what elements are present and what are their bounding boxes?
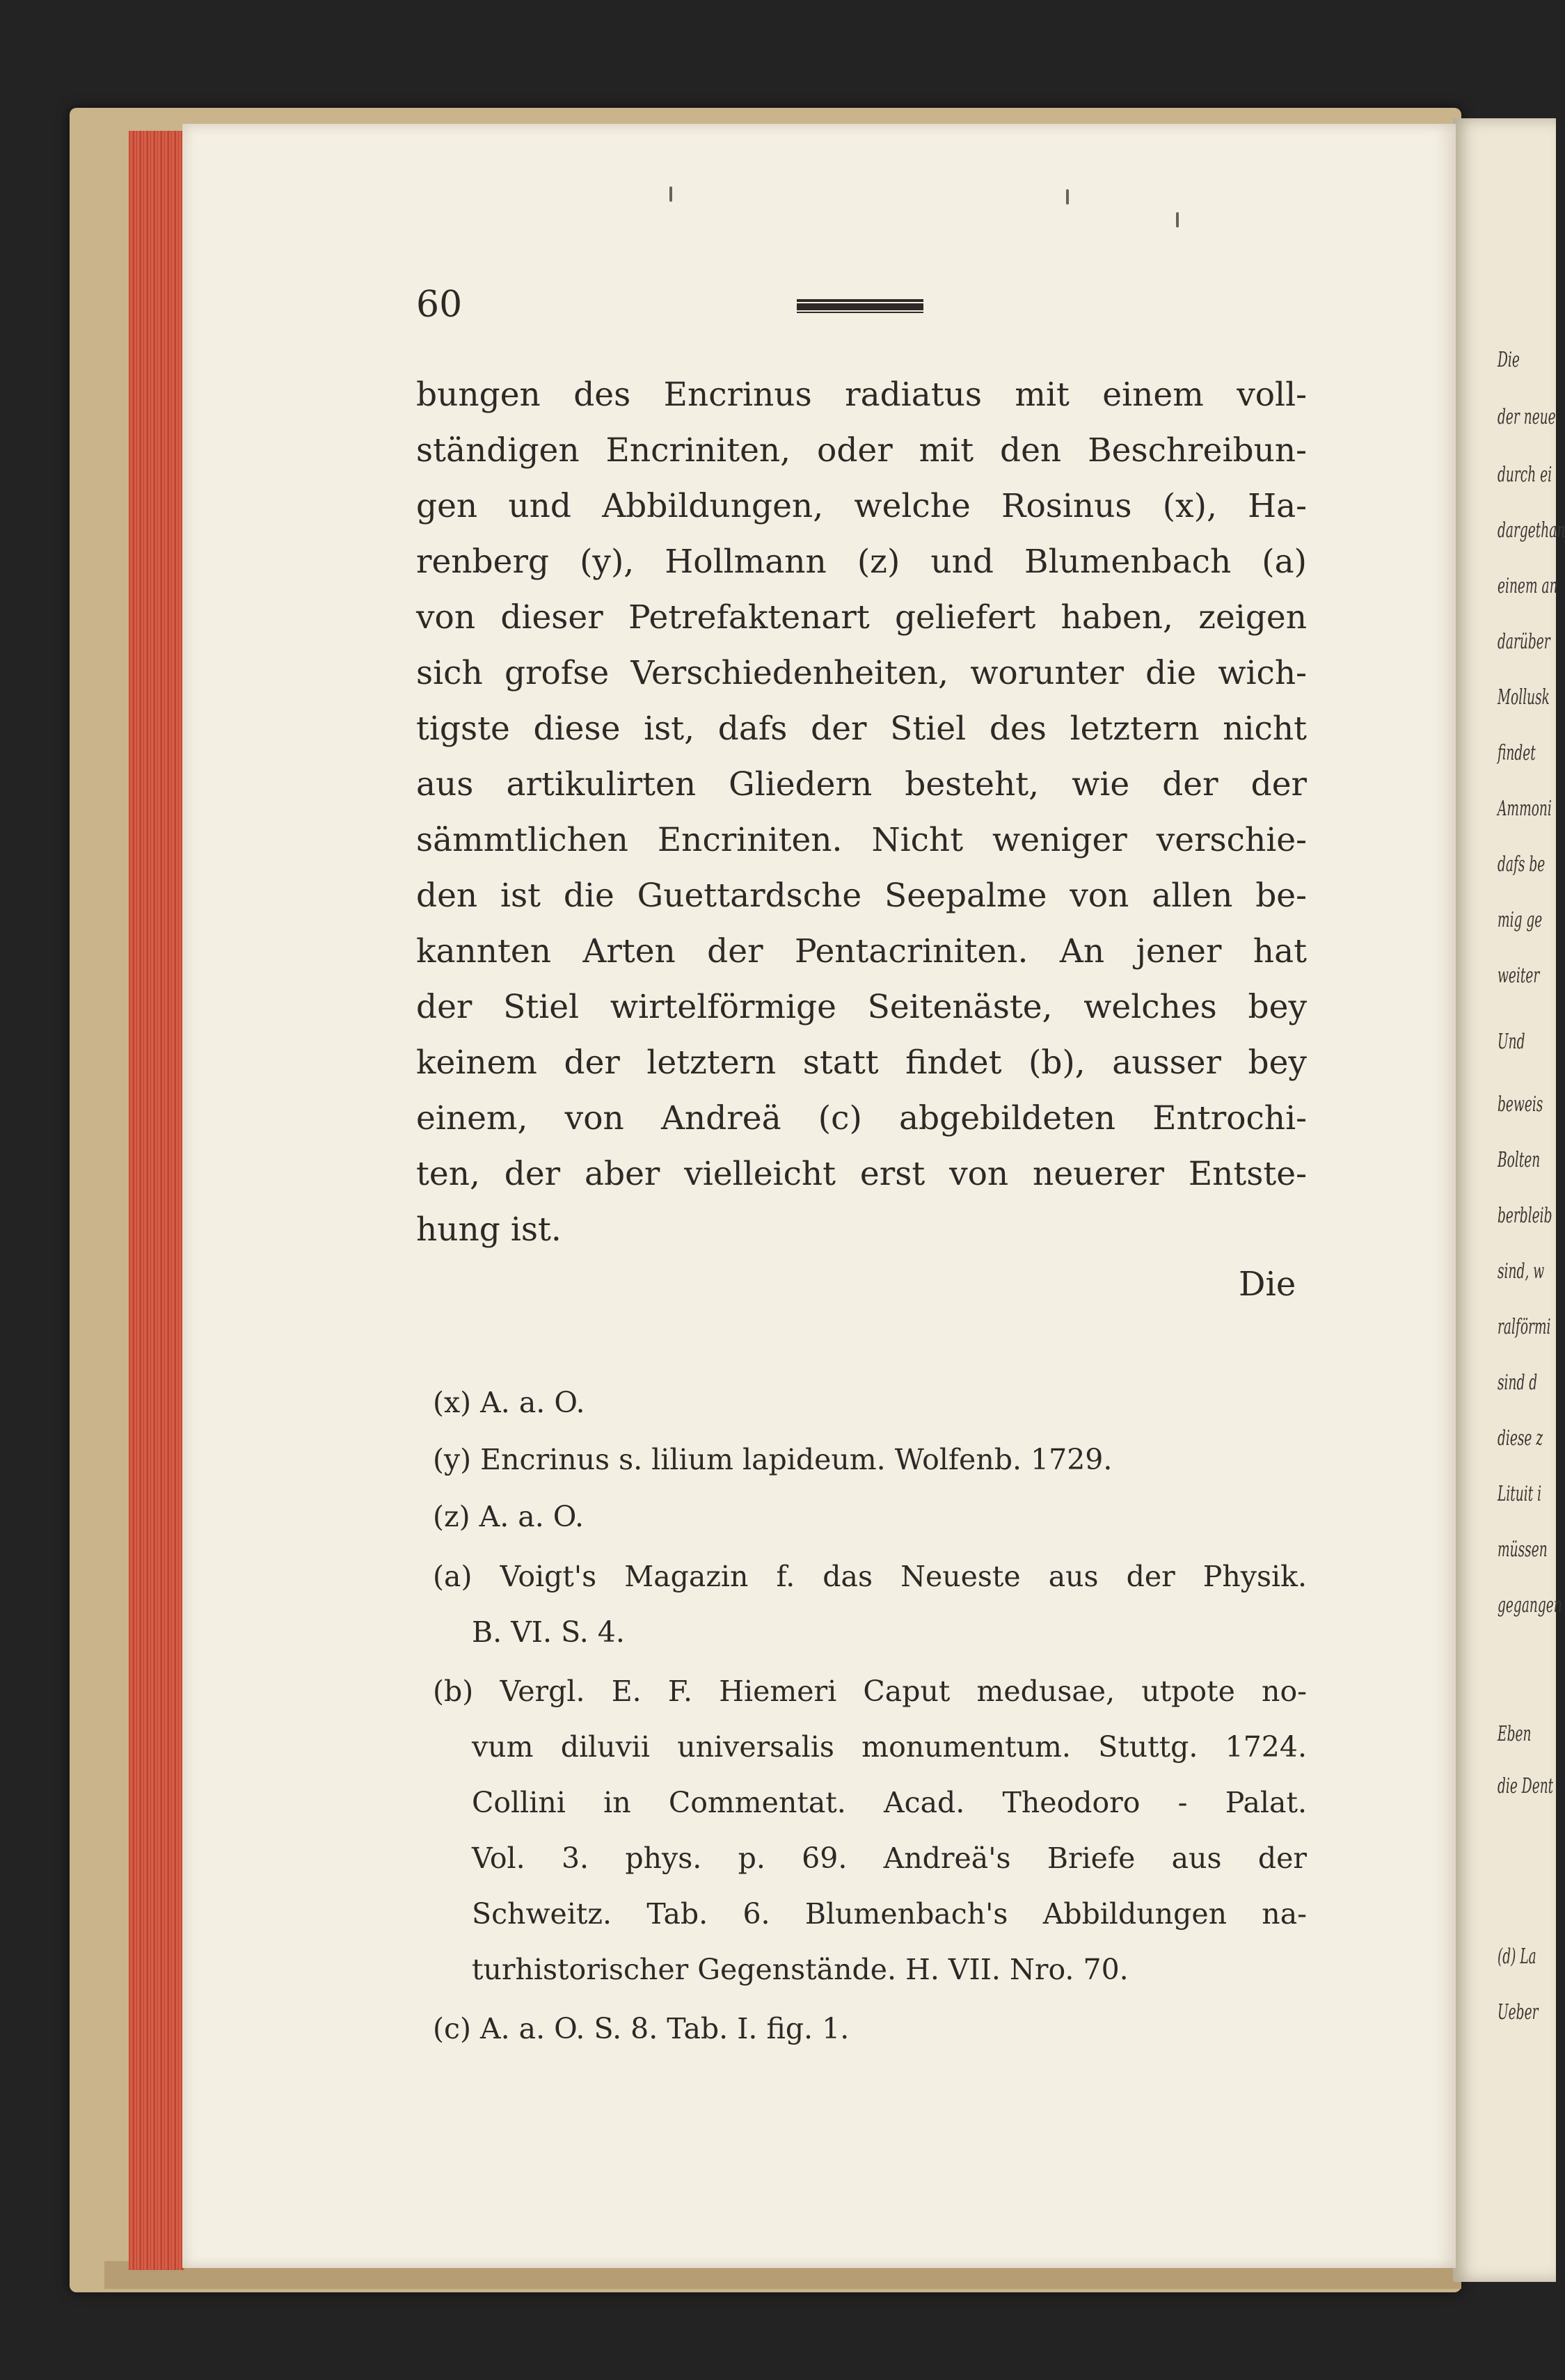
text-line: einem, von Andreä (c) abgebildeten Entrochi- [416, 1099, 1307, 1137]
facing-fragment: mig ge [1498, 908, 1543, 932]
text-line: ständigen Encriniten, oder mit den Beschreibun- [416, 431, 1307, 470]
facing-fragment: der neue [1498, 405, 1556, 429]
facing-fragment: darüber [1498, 630, 1550, 654]
footnote-z: (z) A. a. O. [433, 1500, 585, 1533]
text-line: gen und Abbildungen, welche Rosinus (x), Ha- [416, 487, 1307, 525]
facing-fragment: gegangen [1498, 1593, 1562, 1618]
text-line: den ist die Guettardsche Seepalme von allen be- [416, 877, 1307, 915]
text-line: bungen des Encrinus radiatus mit einem voll- [416, 376, 1307, 414]
facing-fragment: findet [1498, 741, 1536, 765]
text-line: der Stiel wirtelförmige Seitenäste, welches bey [416, 988, 1307, 1026]
facing-fragment: Und [1498, 1030, 1525, 1054]
facing-fragment: Lituit i [1498, 1482, 1542, 1506]
facing-fragment: einem an [1498, 574, 1558, 598]
footnote-b-cont: turhistorischer Gegenstände. H. VII. Nro. 70. [472, 1953, 1129, 1986]
footnote-b: (b) Vergl. E. F. Hiemeri Caput medusae, utpote no- [433, 1675, 1307, 1708]
facing-fragment: müssen [1498, 1538, 1548, 1562]
footnote-a: (a) Voigt's Magazin f. das Neueste aus der Physik. [433, 1560, 1307, 1593]
footnote-b-cont: Vol. 3. phys. p. 69. Andreä's Briefe aus der [472, 1842, 1307, 1875]
red-page-edges [129, 131, 184, 2270]
footnote-y: (y) Encrinus s. lilium lapideum. Wolfenb. 1729. [433, 1443, 1113, 1476]
footnote-b-cont: Schweitz. Tab. 6. Blumenbach's Abbildungen na- [472, 1897, 1307, 1931]
facing-fragment: beweis [1498, 1092, 1543, 1117]
text-line: renberg (y), Hollmann (z) und Blumenbach (a) [416, 543, 1307, 581]
facing-fragment: Ammoni [1498, 797, 1552, 821]
text-line: aus artikulirten Gliedern besteht, wie der der [416, 765, 1307, 804]
facing-fragment: dargethan [1498, 518, 1565, 543]
catchword: Die [1239, 1265, 1296, 1304]
facing-fragment: dafs be [1498, 852, 1546, 877]
footnote-c: (c) A. a. O. S. 8. Tab. I. fig. 1. [433, 2012, 850, 2045]
facing-fragment: Die [1498, 348, 1520, 372]
text-line: keinem der letztern statt findet (b), ausser bey [416, 1044, 1307, 1082]
footnote-b-cont: Collini in Commentat. Acad. Theodoro - Palat. [472, 1786, 1307, 1819]
text-line: von dieser Petrefaktenart geliefert haben, zeigen [416, 598, 1307, 637]
text-line: ten, der aber vielleicht erst von neuerer Entste- [416, 1155, 1307, 1193]
facing-fragment: Bolten [1498, 1148, 1541, 1172]
facing-fragment: die Dent [1498, 1774, 1554, 1798]
text-line: sich grofse Verschiedenheiten, worunter die wich- [416, 654, 1307, 692]
text-line: kannten Arten der Pentacriniten. An jener hat [416, 932, 1307, 971]
facing-fragment: sind, w [1498, 1259, 1545, 1284]
facing-fragment: (d) La [1498, 1944, 1536, 1969]
facing-fragment: weiter [1498, 964, 1540, 988]
header-ornament [797, 299, 923, 313]
facing-fragment: Eben [1498, 1722, 1532, 1746]
facing-fragment: durch ei [1498, 463, 1552, 487]
facing-fragment: sind d [1498, 1371, 1538, 1395]
facing-fragment: berbleib [1498, 1204, 1552, 1228]
text-line: tigste diese ist, dafs der Stiel des letztern nicht [416, 710, 1307, 748]
footnote-x: (x) A. a. O. [433, 1386, 585, 1419]
text-line: hung ist. [416, 1211, 562, 1249]
facing-fragment: diese z [1498, 1426, 1543, 1451]
footnote-b-cont: vum diluvii universalis monumentum. Stuttg. 1724. [472, 1730, 1307, 1764]
page-number: 60 [416, 284, 463, 326]
text-line: sämmtlichen Encriniten. Nicht weniger verschie- [416, 821, 1307, 859]
facing-fragment: ralförmi [1498, 1315, 1551, 1339]
facing-fragment: Ueber [1498, 2000, 1539, 2024]
facing-fragment: Mollusk [1498, 685, 1550, 710]
footnote-a-cont: B. VI. S. 4. [472, 1615, 625, 1649]
